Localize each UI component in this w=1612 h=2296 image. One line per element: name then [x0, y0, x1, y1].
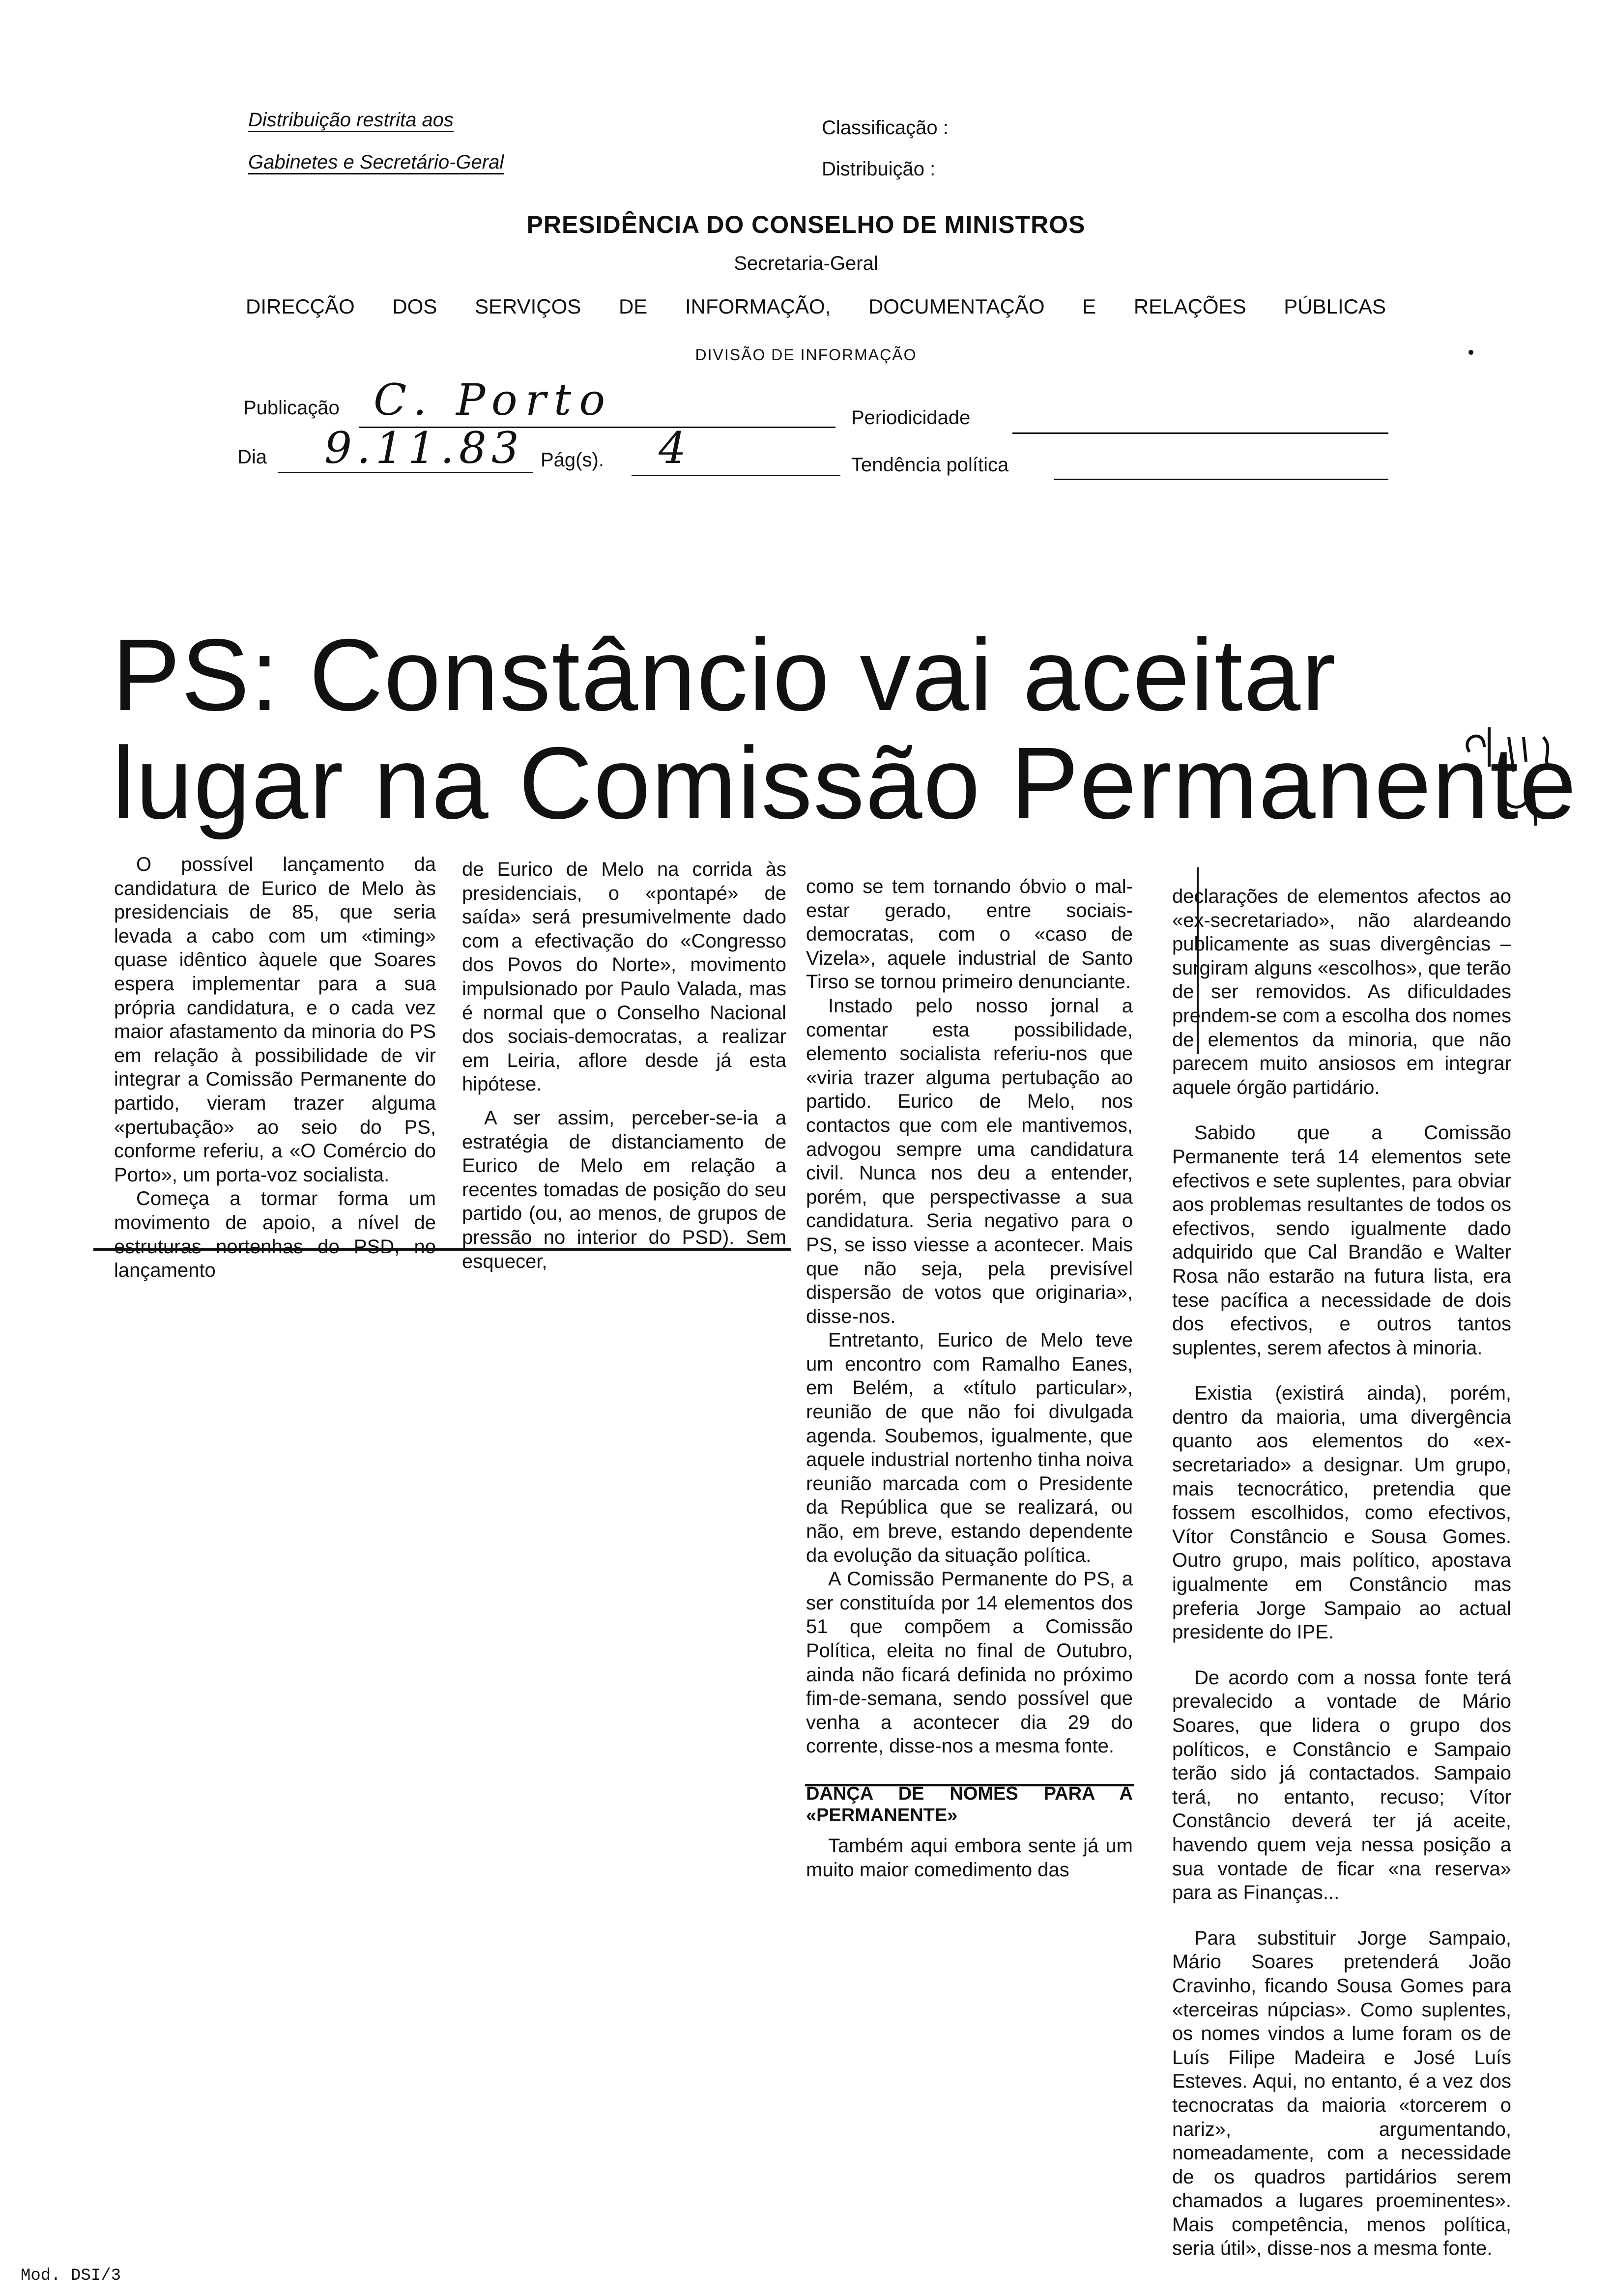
paragraph: De acordo com a nossa fonte terá prevalecido a vontade de Mário Soares, que lidera o grupo dos políticos, e Constâncio e Sampaio terão sido já contactados. Sampaio terá, no entanto, recuso; Vítor Constâncio deverá ter já aceite, havendo quem veja nessa posição a sua vontade de ficar «na reserva» para as Finanças...: [1172, 1666, 1511, 1904]
column-rule-1: [93, 1248, 791, 1251]
political-line: [1054, 479, 1388, 480]
article-column-2: [462, 858, 786, 1273]
paragraph: Existia (existirá ainda), porém, dentro da maioria, uma divergência quanto aos elementos do «ex-secretariado» a designar. Um grupo, mais tecnocrático, pretendia que fossem escolhidos, como efectivos, Vítor Constâncio e Sousa Gomes. Outro grupo, mais político, apostava igualmente em Constâncio mas preferia Jorge Sampaio ao actual presidente do IPE.: [1172, 1382, 1511, 1643]
article-column-4: [1172, 885, 1511, 2261]
presidency-title: PRESIDÊNCIA DO CONSELHO DE MINISTROS: [526, 211, 1086, 238]
publication-label: Publicação: [243, 397, 340, 419]
page-handwritten: 4: [659, 423, 686, 473]
periodicity-line: [1012, 432, 1388, 434]
division-title: DIVISÃO DE INFORMAÇÃO: [695, 346, 917, 364]
paragraph: Sabido que a Comissão Permanente terá 14 elementos sete efectivos e sete suplentes, para obviar aos problemas resultantes de todos os efectivos, sendo igualmente dado adquirido que Cal Brandão e Walter Rosa não estarão na futura lista, era tese pacífica a necessidade de dois dos efectivos, e outros tantos suplentes, serem afectos à minoria.: [1172, 1122, 1511, 1359]
page-label: Pág(s).: [541, 449, 604, 471]
subheading: DANÇA DE NOMES PARA A «PERMANENTE»: [806, 1783, 1133, 1826]
margin-annotation: [1455, 718, 1563, 845]
paragraph: Começa a tormar forma um movimento de apoio, a nível de estruturas nortenhas do PSD, no lançamento: [114, 1188, 436, 1282]
paragraph: A ser assim, perceber-se-ia a estratégia de distanciamento de Eurico de Melo em relação a recentes tomadas de posição do seu partido (ou, ao menos, de grupos de pressão no interior do PSD). Sem esquecer,: [462, 1107, 786, 1272]
political-label: Tendência política: [851, 454, 1009, 476]
column-rule-2: [805, 1784, 1134, 1786]
paragraph: de Eurico de Melo na corrida às presidenciais, o «pontapé» de saída» será presumivelmente dado com a efectivação do «Congresso dos Povos do Norte», movimento impulsionado por Paulo Valada, mas é normal que o Conselho Nacional dos sociais-democratas, a realizar em Leiria, aflore desde já esta hipótese.: [462, 859, 786, 1095]
paragraph: declarações de elementos afectos ao «ex-secretariado», não alardeando publicamente as suas divergências – surgiram alguns «escolhos», que terão de ser removidos. As dificuldades prendem-se com a escolha dos nomes de elementos da minoria, que não parecem muito ansiosos em integrar aquele órgão partidário.: [1172, 886, 1511, 1098]
directorate-title: DIRECÇÃO DOS SERVIÇOS DE INFORMAÇÃO, DOCUMENTAÇÃO E RELAÇÕES PÚBLICAS: [246, 295, 1386, 318]
paragraph: Também aqui embora sente já um muito maior comedimento das: [806, 1835, 1133, 1881]
article-column-1: [114, 853, 436, 1283]
restriction-line-1: Distribuição restrita aos: [248, 109, 454, 131]
article-column-3: [806, 875, 1133, 1882]
day-label: Dia: [237, 446, 267, 468]
paragraph: Para substituir Jorge Sampaio, Mário Soares pretenderá João Cravinho, ficando Sousa Gomes para «terceiras núpcias». Como suplentes, os nomes vindos a lume foram os de Luís Filipe Madeira e José Luís Esteves. Aqui, no entanto, é a vez dos tecnocratas da maioria «torcerem o nariz», argumentando, nomeadamente, com a necessidade de os quadros partidários serem chamados a lugares proeminentes». Mais competência, menos política, seria útil», disse-nos a mesma fonte.: [1172, 1927, 1511, 2260]
paragraph: A Comissão Permanente do PS, a ser constituída por 14 elementos dos 51 que compõem a Comissão Política, eleita no final de Outubro, ainda não ficará definida no próximo fim-de-semana, sendo possível que venha a acontecer dia 29 do corrente, disse-nos a mesma fonte.: [806, 1568, 1133, 1757]
paragraph: como se tem tornando óbvio o mal-estar gerado, entre sociais-democratas, com o «caso de Vizela», aquele industrial de Santo Tirso se tornou primeiro denunciante.: [806, 876, 1133, 993]
headline-line-1: PS: Constâncio vai aceitar: [112, 618, 1337, 732]
dot-mark: [1468, 350, 1473, 355]
form-code: Mod. DSI/3: [21, 2267, 121, 2285]
restriction-line-2: Gabinetes e Secretário-Geral: [248, 151, 504, 173]
paragraph: Instado pelo nosso jornal a comentar esta possibilidade, elemento socialista referiu-nos que «viria trazer alguma pertubação ao partido. Eurico de Melo, nos contactos que com ele mantivemos, advogou sempre uma candidatura civil. Nunca nos deu a entender, porém, que perspectivasse a sua candidatura. Seria negativo para o PS, se isso viesse a acontecer. Mais que não seja, pela previsível dispersão de votos que originaria», disse-nos.: [806, 995, 1133, 1327]
page-line: [632, 475, 840, 476]
distribution-label: Distribuição :: [822, 158, 936, 180]
secretariat-title: Secretaria-Geral: [734, 253, 878, 274]
paragraph: O possível lançamento da candidatura de Eurico de Melo às presidenciais de 85, que seria levada a cabo com um «timing» quase idêntico àquele que Soares espera implementar para a sua própria candidatura, e o cada vez maior afastamento da minoria do PS em relação à possibilidade de vir integrar a Comissão Permanente do partido, vieram trazer alguma «pertubação» ao seio do PS, conforme referiu, a «O Comércio do Porto», um porta-voz socialista.: [114, 854, 436, 1186]
periodicity-label: Periodicidade: [851, 407, 971, 429]
day-handwritten: 9.11.83: [324, 423, 524, 473]
paragraph: Entretanto, Eurico de Melo teve um encontro com Ramalho Eanes, em Belém, a «título particular», reunião de que não foi divulgada agenda. Soubemos, igualmente, que aquele industrial nortenho tinha noiva reunião marcada com o Presidente da República que se realizará, ou não, em breve, estando dependente da evolução da situação política.: [806, 1329, 1133, 1566]
publication-handwritten: C. Porto: [374, 374, 613, 425]
classification-label: Classificação :: [822, 117, 949, 139]
headline-line-2: lugar na Comissão Permanente: [112, 726, 1578, 840]
